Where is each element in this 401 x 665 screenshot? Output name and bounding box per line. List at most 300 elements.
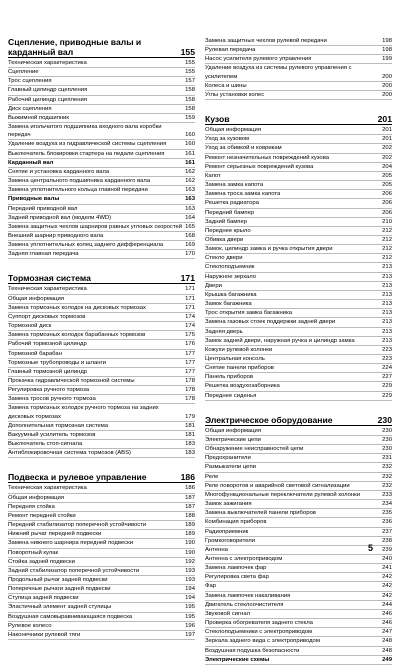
toc-entry: [205, 445, 392, 454]
toc-entry-title: Трос открытия замка багажника: [205, 310, 293, 317]
toc-entry-title: Стекло двери: [205, 255, 243, 262]
toc-entry: [205, 582, 392, 591]
toc-entry-page: 213: [382, 264, 392, 271]
toc-entry-title: Тормозной диск: [8, 323, 52, 330]
toc-entry-title: Многофункциональные переключатели рулевой колонки: [205, 491, 361, 498]
toc-entry: [205, 656, 392, 665]
toc-entry: [8, 368, 195, 377]
toc-entry-page: 237: [382, 528, 392, 535]
toc-entry-page: 200: [382, 82, 392, 89]
toc-entry: [8, 503, 195, 512]
toc-entry-title: Техническая характеристика: [8, 485, 87, 492]
toc-entry: [8, 295, 195, 304]
toc-entry-page: 178: [185, 396, 195, 403]
toc-entry-page: 206: [382, 200, 392, 207]
toc-entry-title: Наружное зеркало: [205, 273, 257, 280]
toc-entry-page: 190: [185, 540, 195, 547]
toc-entry-page: 159: [185, 114, 195, 121]
toc-entry-page: 169: [185, 242, 195, 249]
toc-entry-title: Прокачка гидравлической тормозной системы: [8, 378, 135, 384]
toc-entry: [8, 186, 195, 195]
toc-entry-page: 213: [382, 282, 392, 289]
toc-entry-title: Ремонт незначительных повреждений кузова: [205, 154, 330, 161]
toc-entry: [8, 140, 195, 149]
toc-entry-page: 248: [382, 638, 392, 645]
toc-entry: [8, 404, 195, 421]
toc-entry-page: 212: [382, 227, 392, 234]
toc-entry: [8, 232, 195, 241]
toc-entry: [205, 144, 392, 153]
toc-entry-title: Передняя стойка: [8, 503, 55, 510]
toc-entry-title: Рабочий тормозной цилиндр: [8, 341, 87, 348]
toc-entry: [205, 647, 392, 656]
toc-entry-title: Замена уплотнительного кольца главной передачи: [8, 187, 148, 194]
toc-entry-page: 163: [185, 205, 195, 212]
toc-entry-page: 190: [185, 549, 195, 556]
toc-entry-title: Удаление воздуха из гидравлической системы сцепления: [8, 141, 167, 148]
toc-entry-title: Тормозной барабан: [8, 350, 62, 357]
toc-entry-page: 205: [382, 182, 392, 189]
toc-entry: [205, 209, 392, 218]
toc-entry-page: 213: [382, 319, 392, 326]
toc-entry-page: 234: [382, 501, 392, 508]
toc-entry-title: Техническая характеристика: [8, 60, 87, 66]
toc-entry: [205, 236, 392, 245]
toc-entry-page: 239: [382, 546, 392, 553]
toc-entry-title: Двигатель стеклоочистителя: [205, 601, 284, 608]
toc-entry-title: Приводные валы: [8, 196, 60, 203]
toc-entry: [205, 619, 392, 628]
toc-entry-page: 235: [382, 510, 392, 517]
toc-entry-page: 181: [185, 431, 195, 438]
toc-entry-page: 181: [185, 422, 195, 429]
toc-entry: [8, 96, 195, 105]
contents-right-column: [205, 37, 392, 665]
toc-entry-page: 223: [382, 356, 392, 362]
toc-entry: [205, 154, 392, 163]
toc-entry: [8, 539, 195, 548]
toc-entry-title: Поворотный кулак: [8, 549, 59, 556]
toc-entry-title: Замена выключателей панели приборов: [205, 510, 316, 517]
toc-entry-page: 223: [382, 346, 392, 353]
toc-entry: [8, 150, 195, 159]
toc-entry-page: 197: [185, 631, 195, 638]
toc-entry-title: Электрические схемы: [205, 656, 270, 663]
toc-entry: [8, 512, 195, 521]
toc-section: [8, 472, 195, 640]
toc-entry: [8, 59, 195, 68]
toc-entry-page: 242: [382, 574, 392, 581]
toc-entry-title: Реле: [205, 473, 219, 480]
toc-entry-title: Замена тросов ручного тормоза: [8, 396, 96, 403]
toc-list: [205, 427, 392, 665]
toc-entry-page: 189: [185, 531, 195, 538]
toc-entry-page: 198: [382, 38, 392, 44]
toc-entry: [8, 223, 195, 232]
toc-entry-title: Выключатель блокировки стартера на педали сцепления: [8, 150, 165, 157]
toc-entry: [205, 291, 392, 300]
section-heading-page: 186: [180, 472, 195, 483]
toc-entry-page: 249: [382, 656, 392, 663]
toc-entry: [205, 463, 392, 472]
toc-entry-title: Панель приборов: [205, 374, 254, 381]
toc-entry-title: Замена уплотнительных колец заднего дифференциала: [8, 242, 164, 249]
toc-section: [8, 37, 195, 259]
toc-entry: [205, 172, 392, 181]
toc-entry: [205, 181, 392, 190]
toc-entry: [8, 484, 195, 493]
toc-entry: [8, 585, 195, 594]
toc-entry-page: 194: [185, 586, 195, 593]
toc-entry-title: Рулевая передача: [205, 47, 256, 54]
toc-entry-title: Рабочий цилиндр сцепления: [8, 96, 87, 103]
toc-entry-page: 213: [382, 301, 392, 308]
toc-entry-title: Зеркала заднего вида с электроприводом: [205, 638, 320, 645]
toc-entry-title: Замена замка капота: [205, 182, 264, 189]
toc-entry: [205, 318, 392, 327]
toc-entry-title: Общая информация: [8, 295, 65, 302]
toc-entry-page: 241: [382, 565, 392, 572]
toc-entry-title: Выжимной подшипник: [8, 114, 70, 121]
toc-entry-page: 160: [185, 132, 195, 139]
toc-entry: [8, 313, 195, 322]
section-heading-page: 171: [180, 273, 195, 284]
toc-entry-page: 232: [382, 464, 392, 471]
toc-entry-page: 158: [185, 96, 195, 103]
toc-entry-title: Двери: [205, 282, 222, 289]
toc-entry: [8, 68, 195, 77]
toc-entry-title: Замена защитных чехлов рулевой передачи: [205, 38, 327, 44]
toc-entry-page: 193: [185, 567, 195, 574]
toc-entry-title: Ремонт передней стойки: [8, 512, 76, 519]
toc-entry: [8, 159, 195, 168]
toc-entry: [8, 422, 195, 431]
toc-entry: [8, 359, 195, 368]
toc-entry-title: Электрические цепи: [205, 436, 261, 443]
toc-entry-page: 230: [382, 436, 392, 443]
toc-entry: [205, 564, 392, 573]
toc-entry-title: Воздушная самовыравнивающаяся подвеска: [8, 613, 133, 620]
toc-entry-page: 212: [382, 255, 392, 262]
toc-entry: [8, 195, 195, 204]
toc-entry-page: 170: [185, 251, 195, 258]
toc-list: [205, 126, 392, 401]
toc-entry-page: 196: [185, 622, 195, 629]
toc-entry-page: 177: [185, 368, 195, 375]
toc-entry-title: Уход за кузовом: [205, 136, 250, 143]
toc-entry-page: 231: [382, 455, 392, 462]
toc-entry: [205, 328, 392, 337]
toc-entry: [205, 537, 392, 546]
toc-entry-title: Замена тормозных колодок ручного тормоза на задних дисковых тормозах: [8, 405, 159, 420]
toc-entry-title: Фар: [205, 583, 217, 590]
toc-entry-title: Углы установки колес: [205, 91, 265, 98]
toc-entry: [8, 594, 195, 603]
toc-entry: [8, 322, 195, 331]
toc-entry: [8, 395, 195, 404]
toc-entry: [8, 567, 195, 576]
toc-section: [205, 415, 392, 665]
toc-entry-page: 224: [382, 365, 392, 372]
toc-entry: [8, 449, 195, 458]
toc-entry-title: Задний приводной вал (модели 4WD): [8, 214, 112, 221]
toc-entry: [205, 309, 392, 318]
toc-entry: [8, 168, 195, 177]
toc-entry-page: 248: [382, 647, 392, 654]
toc-entry-title: Замок багажника: [205, 301, 252, 308]
toc-entry: [205, 163, 392, 172]
toc-entry-page: 213: [382, 310, 392, 317]
toc-entry-page: 230: [382, 427, 392, 434]
toc-entry-page: 230: [382, 446, 392, 453]
toc-entry-page: 175: [185, 332, 195, 339]
toc-entry: [8, 241, 195, 250]
toc-entry-page: 178: [185, 387, 195, 394]
toc-entry-page: 155: [185, 69, 195, 76]
contents-left-column: [8, 37, 195, 640]
page-number: 5: [367, 543, 373, 553]
toc-entry: [205, 500, 392, 509]
toc-entry-title: Уход за обивкой и коврикам: [205, 145, 282, 152]
section-heading-page: 230: [377, 414, 392, 425]
toc-entry-title: Стеклоподъемник: [205, 264, 255, 271]
toc-entry-page: 227: [382, 374, 392, 381]
toc-entry-title: Эластичный элемент задней ступицы: [8, 604, 112, 611]
toc-entry-title: Внешний шарнир приводного вала: [8, 232, 104, 239]
toc-entry-title: Выключатель стоп-сигнала: [8, 441, 83, 448]
toc-entry-title: Снятие панели приборов: [205, 365, 274, 372]
toc-entry-page: 178: [185, 378, 195, 384]
toc-entry-title: Регулировка ручного тормоза: [8, 387, 90, 394]
toc-entry-title: Тормозные трубопроводы и шланги: [8, 359, 106, 366]
toc-entry: [8, 250, 195, 259]
toc-entry-page: 229: [382, 392, 392, 399]
toc-entry-title: Замена защитных чехлов шарниров равных угловых скоростей: [8, 223, 183, 230]
toc-entry-page: 247: [382, 629, 392, 636]
toc-entry: [205, 282, 392, 291]
toc-entry-page: 163: [185, 187, 195, 194]
toc-entry-page: 213: [382, 337, 392, 344]
toc-entry: [205, 300, 392, 309]
toc-entry-title: Насос усилителя рулевого управления: [205, 56, 312, 63]
toc-entry-title: Ступица задней подвески: [8, 595, 79, 602]
toc-entry: [205, 37, 392, 46]
toc-entry: [8, 177, 195, 186]
toc-entry-page: 161: [185, 150, 195, 157]
toc-entry: [205, 218, 392, 227]
toc-entry-title: Переднее крыло: [205, 227, 251, 234]
toc-entry-page: 168: [185, 232, 195, 239]
toc-entry-title: Звуковой сигнал: [205, 610, 251, 617]
toc-entry: [205, 337, 392, 346]
toc-entry-page: 201: [382, 127, 392, 134]
toc-entry-title: Радиоприемник: [205, 528, 249, 535]
toc-entry: [205, 592, 392, 601]
toc-entry-title: Общая информация: [205, 127, 262, 134]
toc-entry-page: 158: [185, 87, 195, 94]
toc-entry: [205, 610, 392, 619]
toc-entry-page: 200: [382, 91, 392, 98]
toc-entry-page: 213: [382, 328, 392, 335]
toc-entry-title: Нижний рычаг передней подвески: [8, 531, 102, 538]
toc-entry-title: Центральная консоль: [205, 356, 265, 362]
toc-entry-page: 198: [382, 47, 392, 54]
toc-entry-page: 164: [185, 214, 195, 221]
toc-entry-page: 171: [185, 295, 195, 302]
toc-list: [8, 484, 195, 640]
section-heading-title: Электрическое оборудование: [205, 414, 333, 425]
toc-entry-title: Воздушная подушка безопасности: [205, 647, 300, 654]
toc-entry-title: Вакуумный усилитель тормозов: [8, 431, 96, 438]
toc-entry: [205, 245, 392, 254]
toc-entry-title: Передний стабилизатор поперечной устойчивости: [8, 522, 147, 529]
toc-entry: [8, 86, 195, 95]
section-heading: [205, 114, 392, 125]
toc-entry-title: Удаление воздуха из системы рулевого управления с усилителем: [205, 65, 352, 80]
toc-entry-page: 188: [185, 512, 195, 519]
toc-entry-page: 236: [382, 519, 392, 526]
toc-entry: [8, 304, 195, 313]
toc-entry-title: Общая информация: [205, 427, 262, 434]
toc-entry-page: 161: [185, 159, 195, 166]
toc-entry-title: Замена лампочек фар: [205, 565, 267, 572]
toc-entry: [205, 355, 392, 364]
toc-entry-title: Регулировка света фар: [205, 574, 269, 581]
toc-entry-title: Задняя дверь: [205, 328, 243, 335]
toc-entry: [8, 114, 195, 123]
toc-entry: [205, 199, 392, 208]
toc-entry-page: 177: [185, 350, 195, 357]
toc-entry-title: Главный тормозной цилиндр: [8, 368, 88, 375]
toc-entry-title: Антиблокировочная система тормозов (ABS): [8, 450, 131, 457]
toc-entry: [205, 454, 392, 463]
toc-entry-page: 177: [185, 359, 195, 366]
toc-entry-title: Замок, цилиндр замка и ручка открытия двери: [205, 246, 333, 253]
toc-entry-page: 242: [382, 592, 392, 599]
toc-entry: [205, 392, 392, 401]
section-heading-title: Кузов: [205, 114, 230, 125]
toc-entry: [8, 340, 195, 349]
toc-entry: [8, 77, 195, 86]
toc-entry-title: Замена игольчатого подшипника входного вала коробки передач: [8, 124, 162, 139]
toc-entry: [8, 214, 195, 223]
toc-entry-page: 187: [185, 494, 195, 501]
toc-entry-page: 238: [382, 537, 392, 544]
toc-entry: [205, 64, 392, 81]
toc-entry: [8, 105, 195, 114]
toc-entry: [8, 123, 195, 140]
toc-list-continued: [205, 37, 392, 100]
toc-list: [8, 285, 195, 458]
toc-entry-title: Снятие и установка карданного вала: [8, 168, 110, 175]
toc-entry-title: Задний бампер: [205, 218, 248, 225]
toc-entry-title: Общая информация: [8, 494, 65, 501]
toc-entry: [205, 135, 392, 144]
toc-entry-title: Переднее сиденья: [205, 392, 257, 399]
toc-entry-page: 162: [185, 168, 195, 175]
toc-entry: [205, 263, 392, 272]
toc-entry-page: 162: [185, 178, 195, 185]
toc-entry: [205, 473, 392, 482]
toc-entry-title: Замок зажигания: [205, 501, 252, 508]
toc-entry: [205, 82, 392, 91]
toc-entry: [205, 546, 392, 555]
toc-entry-title: Передний приводной вал: [8, 205, 78, 212]
toc-entry-page: 232: [382, 473, 392, 480]
toc-entry-title: Решетка воздухозаборника: [205, 383, 280, 390]
toc-entry-title: Продольный рычаг задней подвески: [8, 576, 108, 583]
toc-entry-title: Передний бампер: [205, 209, 255, 216]
toc-entry-title: Решетка радиатора: [205, 200, 259, 207]
toc-entry-title: Суппорт дисковых тормозов: [8, 313, 86, 320]
toc-entry: [8, 386, 195, 395]
toc-entry: [205, 382, 392, 391]
toc-entry-page: 206: [382, 209, 392, 216]
toc-entry-page: 199: [382, 56, 392, 63]
toc-entry-page: 195: [185, 613, 195, 620]
toc-entry: [205, 373, 392, 382]
toc-entry: [205, 509, 392, 518]
toc-entry: [205, 528, 392, 537]
toc-entry: [8, 558, 195, 567]
toc-entry-title: Обивка двери: [205, 236, 244, 243]
toc-entry-title: Замена нижнего шарнира передней подвески: [8, 540, 133, 547]
toc-entry-page: 213: [382, 291, 392, 298]
toc-entry: [8, 377, 195, 386]
toc-entry: [205, 46, 392, 55]
toc-entry-title: Замена тормозных колодок на дисковых тормозах: [8, 304, 146, 311]
toc-entry-title: Поперечные рычаги задней подвески: [8, 586, 111, 593]
toc-entry-title: Наконечники рулевой тяги: [8, 631, 81, 638]
toc-entry: [205, 491, 392, 500]
toc-entry: [8, 549, 195, 558]
toc-entry-title: Сцепление: [8, 69, 39, 76]
section-heading: [8, 472, 195, 483]
toc-entry: [8, 631, 195, 640]
toc-entry: [205, 482, 392, 491]
toc-entry: [205, 190, 392, 199]
toc-entry-page: 158: [185, 105, 195, 112]
toc-entry: [8, 285, 195, 294]
toc-entry-page: 176: [185, 341, 195, 348]
toc-entry-title: Проверка обогревателя заднего стекла: [205, 620, 313, 627]
section-heading: [8, 37, 195, 58]
section-heading-title: Сцепление, приводные валы и карданный вал: [8, 37, 142, 57]
toc-entry: [205, 637, 392, 646]
toc-entry-page: 195: [185, 604, 195, 611]
toc-entry-title: Главный цилиндр сцепления: [8, 87, 88, 94]
toc-entry-page: 200: [382, 73, 392, 80]
toc-entry: [205, 55, 392, 64]
toc-entry-title: Трос сцепления: [8, 78, 52, 85]
toc-entry-page: 163: [185, 196, 195, 203]
toc-entry-title: Громкоговорители: [205, 537, 256, 544]
toc-entry: [8, 331, 195, 340]
toc-entry: [8, 521, 195, 530]
toc-entry-page: 171: [185, 304, 195, 311]
toc-entry: [8, 603, 195, 612]
toc-entry: [8, 431, 195, 440]
section-heading-title: Подвеска и рулевое управление: [8, 472, 147, 483]
toc-entry-page: 232: [382, 482, 392, 489]
toc-entry: [8, 530, 195, 539]
toc-entry-page: 179: [185, 413, 195, 420]
toc-entry: [205, 573, 392, 582]
toc-entry-page: 212: [382, 246, 392, 253]
toc-entry-page: 229: [382, 383, 392, 390]
toc-entry: [205, 273, 392, 282]
toc-entry-title: Кожухи рулевой колонки: [205, 346, 273, 353]
